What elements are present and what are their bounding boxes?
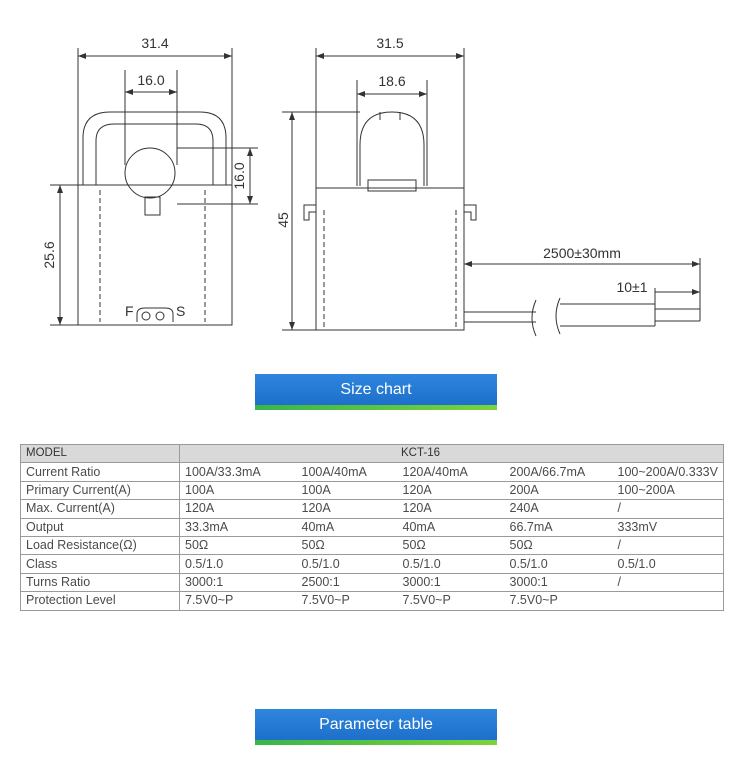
table-row	[21, 518, 724, 536]
table-cell: 120A	[398, 481, 505, 499]
parameter-table-banner	[255, 709, 497, 745]
table-cell: 200A	[505, 481, 613, 499]
table-cell: 100A/33.3mA	[180, 463, 297, 481]
table-cell: 100A	[180, 481, 297, 499]
table-row	[21, 481, 724, 499]
table-cell: 120A	[297, 500, 398, 518]
row-label: Primary Current(A)	[21, 481, 180, 499]
table-cell: 66.7mA	[505, 518, 613, 536]
parameter-table	[20, 444, 724, 611]
table-cell: 7.5V0~P	[505, 592, 613, 610]
table-cell: 7.5V0~P	[180, 592, 297, 610]
dim-cable-length: 2500±30mm	[543, 245, 621, 261]
table-row	[21, 463, 724, 481]
table-cell: 0.5/1.0	[613, 555, 724, 573]
dim-left-hole-height: 16.0	[231, 162, 247, 190]
table-cell: 2500:1	[297, 573, 398, 591]
table-cell: 100A/40mA	[297, 463, 398, 481]
table-cell: /	[613, 573, 724, 591]
terminal-s-label: S	[176, 303, 186, 319]
table-cell: 50Ω	[297, 536, 398, 554]
table-cell: 200A/66.7mA	[505, 463, 613, 481]
header-label: MODEL	[21, 445, 180, 463]
table-cell: 333mV	[613, 518, 724, 536]
table-cell: 50Ω	[398, 536, 505, 554]
row-label: Current Ratio	[21, 463, 180, 481]
terminal-f-label: F	[125, 303, 134, 319]
table-cell: 100~200A	[613, 481, 724, 499]
dim-left-height: 25.6	[41, 241, 57, 269]
table-cell: 3000:1	[398, 573, 505, 591]
table-cell: 0.5/1.0	[505, 555, 613, 573]
row-label: Class	[21, 555, 180, 573]
table-cell: /	[613, 536, 724, 554]
table-cell: 3000:1	[505, 573, 613, 591]
row-label: Turns Ratio	[21, 573, 180, 591]
table-cell: 50Ω	[180, 536, 297, 554]
table-cell: 0.5/1.0	[297, 555, 398, 573]
table-cell: 3000:1	[180, 573, 297, 591]
table-cell: 100A	[297, 481, 398, 499]
table-row	[21, 592, 724, 610]
dim-right-height: 45	[275, 212, 291, 228]
model-name: KCT-16	[180, 445, 724, 463]
table-cell	[613, 592, 724, 610]
dim-left-width: 31.4	[141, 35, 169, 51]
table-cell: 240A	[505, 500, 613, 518]
table-cell: /	[613, 500, 724, 518]
size-chart-banner	[255, 374, 497, 410]
table-cell: 0.5/1.0	[180, 555, 297, 573]
table-cell: 0.5/1.0	[398, 555, 505, 573]
table-cell: 120A	[180, 500, 297, 518]
dim-right-hole: 18.6	[378, 73, 406, 89]
dim-right-width: 31.5	[376, 35, 404, 51]
row-label: Output	[21, 518, 180, 536]
parameter-table-title: Parameter table	[319, 716, 433, 733]
dim-left-hole: 16.0	[137, 72, 165, 88]
row-label: Load Resistance(Ω)	[21, 536, 180, 554]
table-row	[21, 500, 724, 518]
table-cell: 50Ω	[505, 536, 613, 554]
row-label: Max. Current(A)	[21, 500, 180, 518]
table-cell: 100~200A/0.333V	[613, 463, 724, 481]
table-cell: 7.5V0~P	[297, 592, 398, 610]
table-cell: 120A/40mA	[398, 463, 505, 481]
table-row	[21, 536, 724, 554]
table-header-row	[21, 445, 724, 463]
table-cell: 40mA	[297, 518, 398, 536]
table-cell: 7.5V0~P	[398, 592, 505, 610]
table-cell: 120A	[398, 500, 505, 518]
table-cell: 40mA	[398, 518, 505, 536]
table-row	[21, 555, 724, 573]
table-cell: 33.3mA	[180, 518, 297, 536]
size-drawing	[0, 0, 750, 345]
row-label: Protection Level	[21, 592, 180, 610]
size-chart-title: Size chart	[340, 381, 412, 398]
table-row	[21, 573, 724, 591]
dim-strip-length: 10±1	[616, 279, 648, 295]
